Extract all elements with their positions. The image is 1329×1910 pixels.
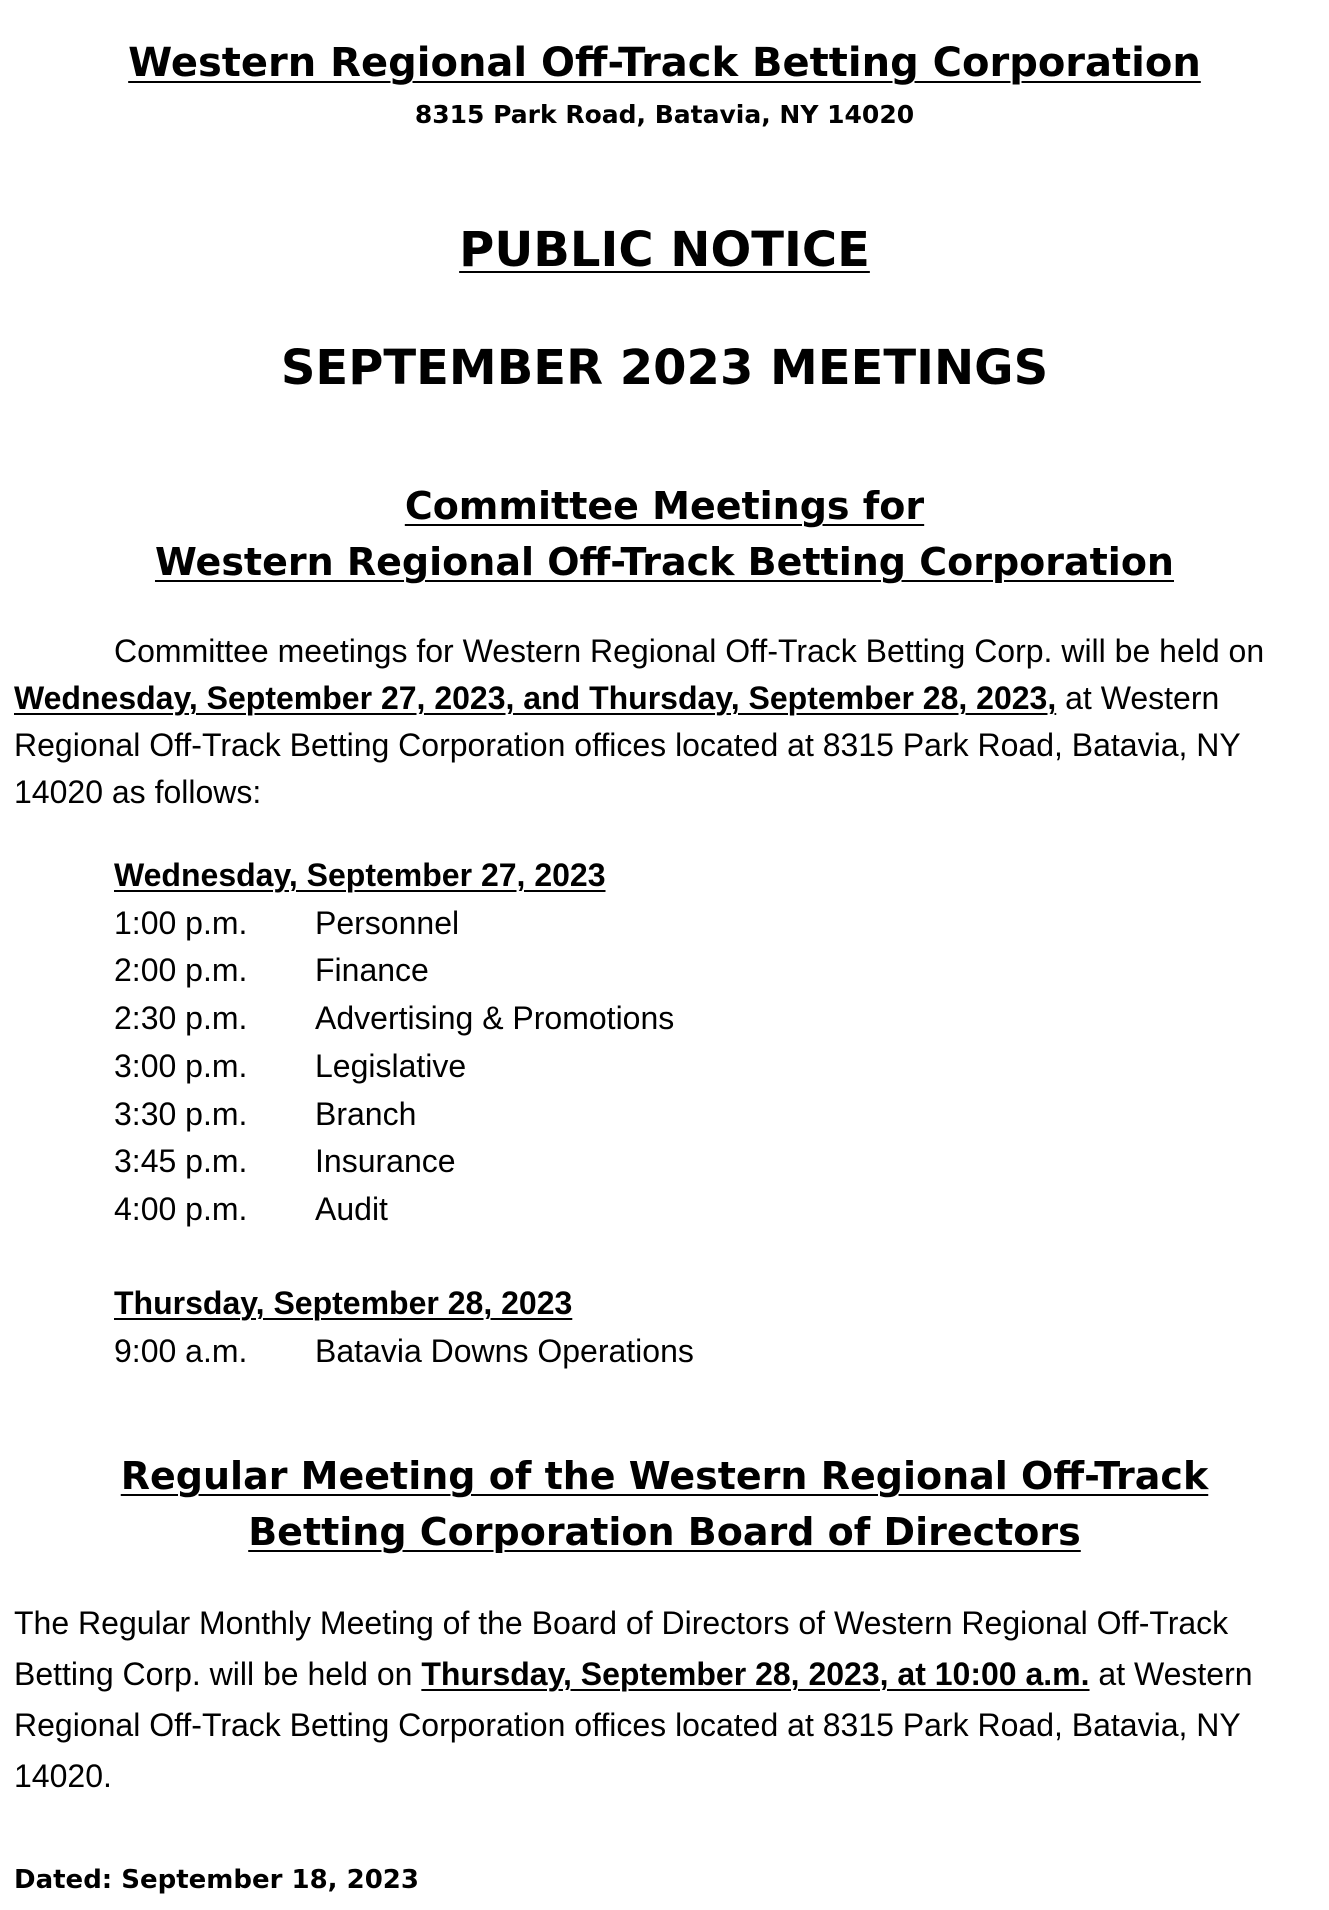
schedule-time: 3:00 p.m. [114, 1047, 248, 1084]
regular-para-text1: The Regular Monthly Meeting of the Board of Directors of Western Regional Off-Track Betting Corp. will be held on [14, 1605, 1229, 1692]
committee-para-text2: at Western Regional Off-Track Betting Corporation offices located at 8315 Park Road, Batavia, NY 14020 as follows: [14, 680, 1241, 810]
schedule-meeting: Advertising & Promotions [315, 1000, 675, 1037]
schedule-meeting: Branch [315, 1095, 417, 1132]
schedule-row [114, 900, 674, 948]
regular-heading-line1-text: Regular Meeting of the Western Regional Off-Track [120, 1454, 1209, 1498]
dated-line: Dated: September 18, 2023 [14, 1865, 419, 1895]
schedule-time: 2:30 p.m. [114, 1000, 248, 1037]
wednesday-heading: Wednesday, September 27, 2023 [114, 857, 606, 893]
schedule-row [114, 1186, 674, 1234]
schedule-row [114, 947, 674, 995]
schedule-row [114, 1043, 674, 1091]
schedule-time: 2:00 p.m. [114, 952, 248, 989]
org-title: Western Regional Off-Track Betting Corporation [128, 40, 1201, 86]
schedule-meeting: Audit [315, 1190, 388, 1227]
regular-heading-line2-text: Betting Corporation Board of Directors [248, 1510, 1081, 1554]
regular-heading-line2 [0, 1510, 1329, 1554]
schedule-meeting: Insurance [315, 1143, 456, 1180]
committee-heading-line1 [0, 484, 1329, 528]
schedule-time: 3:45 p.m. [114, 1143, 248, 1180]
committee-paragraph [14, 628, 1319, 816]
committee-para-dates: Wednesday, September 27, 2023, and Thursday, September 28, 2023, [14, 680, 1057, 716]
regular-heading-line1 [0, 1454, 1329, 1498]
thursday-schedule [114, 1280, 694, 1375]
thursday-heading: Thursday, September 28, 2023 [114, 1285, 573, 1321]
committee-heading-line2 [0, 540, 1329, 584]
meetings-title: SEPTEMBER 2023 MEETINGS [280, 340, 1049, 396]
schedule-meeting: Personnel [315, 904, 460, 941]
regular-para-date: Thursday, September 28, 2023, at 10:00 a.m. [421, 1656, 1090, 1692]
schedule-meeting: Finance [315, 952, 429, 989]
regular-paragraph [14, 1598, 1319, 1802]
schedule-row [114, 1328, 694, 1376]
schedule-meeting: Legislative [315, 1047, 467, 1084]
notice-title-text: PUBLIC NOTICE [459, 222, 870, 278]
org-address: 8315 Park Road, Batavia, NY 14020 [414, 100, 915, 129]
schedule-row [114, 1138, 674, 1186]
schedule-time: 3:30 p.m. [114, 1095, 248, 1132]
schedule-row [114, 1091, 674, 1139]
schedule-time: 9:00 a.m. [114, 1332, 248, 1369]
wednesday-schedule [114, 852, 674, 1234]
schedule-time: 4:00 p.m. [114, 1190, 248, 1227]
schedule-time: 1:00 p.m. [114, 904, 248, 941]
notice-title [0, 222, 1329, 278]
committee-para-text1: Committee meetings for Western Regional Off-Track Betting Corp. will be held on [114, 633, 1265, 669]
schedule-row [114, 995, 674, 1043]
regular-para-text2: at Western Regional Off-Track Betting Corporation offices located at 8315 Park Road, Batavia, NY 14020. [14, 1656, 1253, 1794]
schedule-meeting: Batavia Downs Operations [315, 1332, 694, 1369]
committee-heading-line2-text: Western Regional Off-Track Betting Corporation [154, 540, 1174, 584]
committee-heading-line1-text: Committee Meetings for [404, 484, 925, 528]
